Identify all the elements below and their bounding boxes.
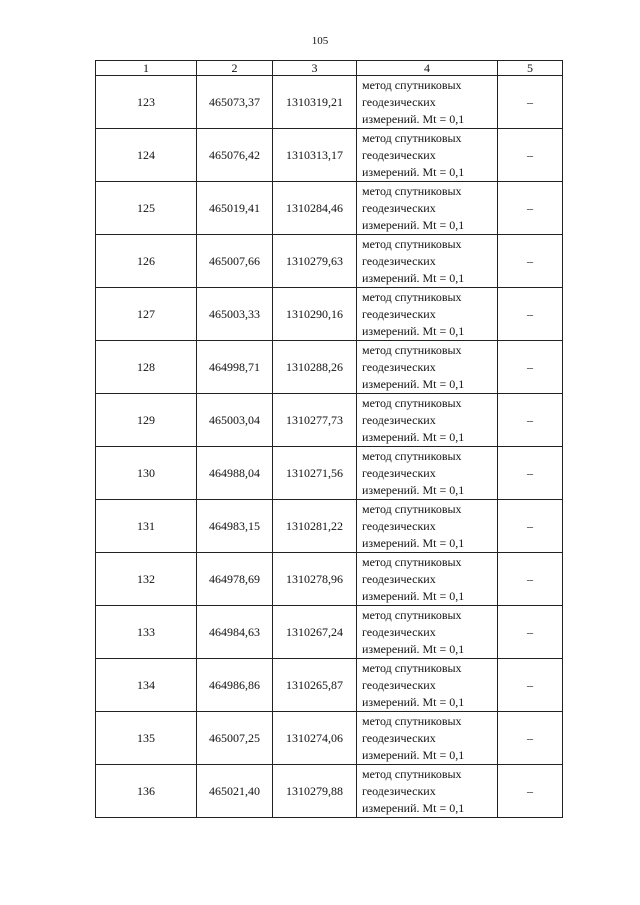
method-line: измерений. Mt = 0,1 <box>362 800 465 815</box>
method-cell <box>357 182 498 235</box>
method-line: измерений. Mt = 0,1 <box>362 217 465 232</box>
error-cell: – <box>498 553 563 606</box>
table-row <box>96 129 563 182</box>
column-header: 3 <box>273 61 357 76</box>
method-line: измерений. Mt = 0,1 <box>362 376 465 391</box>
y-coordinate-cell: 1310279,63 <box>273 235 357 288</box>
point-number-cell: 131 <box>96 500 197 553</box>
method-line: метод спутниковых <box>362 607 462 622</box>
point-number-cell: 130 <box>96 447 197 500</box>
method-line: геодезических <box>362 306 436 321</box>
method-cell <box>357 553 498 606</box>
point-number-cell: 136 <box>96 765 197 818</box>
method-line: геодезических <box>362 359 436 374</box>
x-coordinate-cell: 464986,86 <box>197 659 273 712</box>
method-line: геодезических <box>362 412 436 427</box>
method-line: измерений. Mt = 0,1 <box>362 588 465 603</box>
y-coordinate-cell: 1310265,87 <box>273 659 357 712</box>
point-number-cell: 129 <box>96 394 197 447</box>
x-coordinate-cell: 465021,40 <box>197 765 273 818</box>
table-row <box>96 659 563 712</box>
method-cell <box>357 129 498 182</box>
method-cell <box>357 447 498 500</box>
table-row <box>96 76 563 129</box>
error-cell: – <box>498 235 563 288</box>
method-cell <box>357 659 498 712</box>
method-cell <box>357 765 498 818</box>
method-line: геодезических <box>362 518 436 533</box>
method-line: метод спутниковых <box>362 395 462 410</box>
point-number-cell: 126 <box>96 235 197 288</box>
table-row <box>96 606 563 659</box>
y-coordinate-cell: 1310313,17 <box>273 129 357 182</box>
error-cell: – <box>498 712 563 765</box>
column-header: 1 <box>96 61 197 76</box>
x-coordinate-cell: 464984,63 <box>197 606 273 659</box>
x-coordinate-cell: 465019,41 <box>197 182 273 235</box>
header-row <box>96 61 563 76</box>
method-cell <box>357 394 498 447</box>
method-cell <box>357 288 498 341</box>
method-line: измерений. Mt = 0,1 <box>362 429 465 444</box>
method-line: геодезических <box>362 624 436 639</box>
table-row <box>96 712 563 765</box>
point-number-cell: 128 <box>96 341 197 394</box>
error-cell: – <box>498 341 563 394</box>
method-line: измерений. Mt = 0,1 <box>362 482 465 497</box>
x-coordinate-cell: 465007,66 <box>197 235 273 288</box>
method-line: метод спутниковых <box>362 342 462 357</box>
column-header: 4 <box>357 61 498 76</box>
x-coordinate-cell: 464988,04 <box>197 447 273 500</box>
method-line: геодезических <box>362 465 436 480</box>
coordinates-table <box>95 60 563 818</box>
method-line: геодезических <box>362 730 436 745</box>
method-line: метод спутниковых <box>362 713 462 728</box>
error-cell: – <box>498 500 563 553</box>
method-line: геодезических <box>362 200 436 215</box>
point-number-cell: 135 <box>96 712 197 765</box>
method-line: метод спутниковых <box>362 236 462 251</box>
x-coordinate-cell: 465003,04 <box>197 394 273 447</box>
method-line: измерений. Mt = 0,1 <box>362 111 465 126</box>
method-line: геодезических <box>362 253 436 268</box>
point-number-cell: 133 <box>96 606 197 659</box>
point-number-cell: 134 <box>96 659 197 712</box>
y-coordinate-cell: 1310271,56 <box>273 447 357 500</box>
table-row <box>96 394 563 447</box>
method-cell <box>357 235 498 288</box>
table-row <box>96 182 563 235</box>
method-line: измерений. Mt = 0,1 <box>362 535 465 550</box>
method-line: метод спутниковых <box>362 77 462 92</box>
method-line: метод спутниковых <box>362 183 462 198</box>
method-line: измерений. Mt = 0,1 <box>362 641 465 656</box>
column-header: 2 <box>197 61 273 76</box>
point-number-cell: 125 <box>96 182 197 235</box>
error-cell: – <box>498 394 563 447</box>
error-cell: – <box>498 129 563 182</box>
method-line: метод спутниковых <box>362 660 462 675</box>
method-line: метод спутниковых <box>362 766 462 781</box>
method-line: метод спутниковых <box>362 289 462 304</box>
method-cell <box>357 341 498 394</box>
method-cell <box>357 500 498 553</box>
y-coordinate-cell: 1310277,73 <box>273 394 357 447</box>
table-row <box>96 288 563 341</box>
method-cell <box>357 606 498 659</box>
y-coordinate-cell: 1310279,88 <box>273 765 357 818</box>
point-number-cell: 132 <box>96 553 197 606</box>
method-cell <box>357 76 498 129</box>
point-number-cell: 123 <box>96 76 197 129</box>
x-coordinate-cell: 465076,42 <box>197 129 273 182</box>
method-line: метод спутниковых <box>362 130 462 145</box>
error-cell: – <box>498 76 563 129</box>
page-number: 105 <box>311 35 329 47</box>
method-line: измерений. Mt = 0,1 <box>362 270 465 285</box>
error-cell: – <box>498 659 563 712</box>
error-cell: – <box>498 606 563 659</box>
method-cell <box>357 712 498 765</box>
table-row <box>96 553 563 606</box>
y-coordinate-cell: 1310284,46 <box>273 182 357 235</box>
method-line: метод спутниковых <box>362 501 462 516</box>
point-number-cell: 124 <box>96 129 197 182</box>
method-line: геодезических <box>362 94 436 109</box>
x-coordinate-cell: 465073,37 <box>197 76 273 129</box>
method-line: измерений. Mt = 0,1 <box>362 164 465 179</box>
method-line: геодезических <box>362 677 436 692</box>
table-row <box>96 500 563 553</box>
x-coordinate-cell: 465007,25 <box>197 712 273 765</box>
table-row <box>96 765 563 818</box>
error-cell: – <box>498 288 563 341</box>
table-row <box>96 447 563 500</box>
x-coordinate-cell: 464983,15 <box>197 500 273 553</box>
method-line: геодезических <box>362 147 436 162</box>
method-line: метод спутниковых <box>362 554 462 569</box>
method-line: измерений. Mt = 0,1 <box>362 694 465 709</box>
y-coordinate-cell: 1310290,16 <box>273 288 357 341</box>
error-cell: – <box>498 765 563 818</box>
y-coordinate-cell: 1310288,26 <box>273 341 357 394</box>
method-line: метод спутниковых <box>362 448 462 463</box>
y-coordinate-cell: 1310319,21 <box>273 76 357 129</box>
method-line: измерений. Mt = 0,1 <box>362 323 465 338</box>
method-line: геодезических <box>362 571 436 586</box>
y-coordinate-cell: 1310267,24 <box>273 606 357 659</box>
table-row <box>96 235 563 288</box>
point-number-cell: 127 <box>96 288 197 341</box>
error-cell: – <box>498 182 563 235</box>
column-header: 5 <box>498 61 563 76</box>
y-coordinate-cell: 1310274,06 <box>273 712 357 765</box>
x-coordinate-cell: 465003,33 <box>197 288 273 341</box>
y-coordinate-cell: 1310278,96 <box>273 553 357 606</box>
table-row <box>96 341 563 394</box>
method-line: измерений. Mt = 0,1 <box>362 747 465 762</box>
x-coordinate-cell: 464978,69 <box>197 553 273 606</box>
y-coordinate-cell: 1310281,22 <box>273 500 357 553</box>
x-coordinate-cell: 464998,71 <box>197 341 273 394</box>
method-line: геодезических <box>362 783 436 798</box>
error-cell: – <box>498 447 563 500</box>
